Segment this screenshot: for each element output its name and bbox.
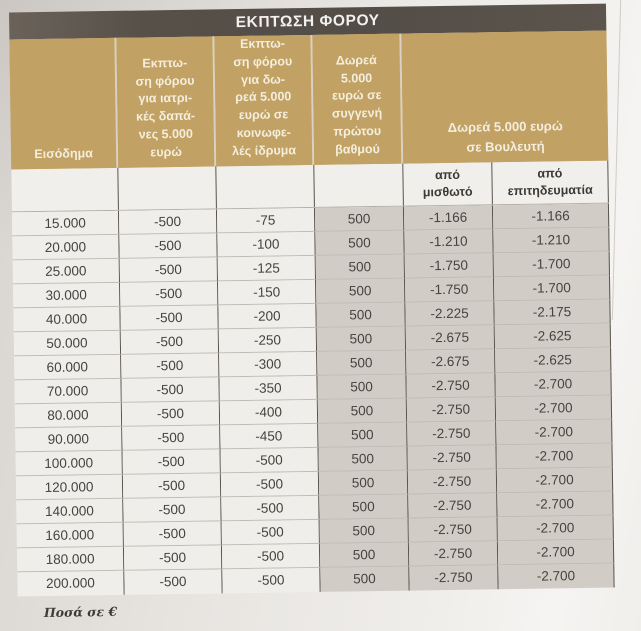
income-cell: 160.000 <box>17 523 124 549</box>
header-mp-donation-group: Δωρεά 5.000 ευρώ σε Βουλευτή <box>401 31 608 164</box>
medical-expense-discount-cell: -500 <box>124 521 222 546</box>
mp-donation-professional-cell: -1.166 <box>493 204 609 230</box>
empty-subheader-cell <box>11 168 119 212</box>
medical-expense-discount-cell: -500 <box>119 209 217 234</box>
relative-donation-cell: 500 <box>320 543 409 568</box>
header-income: Εισόδημα <box>9 38 118 170</box>
subheader-from-salaried: από μισθωτό <box>403 162 493 205</box>
mp-donation-salaried-cell: -1.750 <box>405 277 494 302</box>
income-cell: 200.000 <box>17 571 124 597</box>
income-cell: 40.000 <box>13 307 120 333</box>
charity-donation-discount-cell: -250 <box>219 328 317 353</box>
mp-donation-professional-cell: -2.625 <box>495 348 611 374</box>
income-cell: 140.000 <box>16 499 123 525</box>
relative-donation-cell: 500 <box>318 423 407 448</box>
medical-expense-discount-cell: -500 <box>121 353 219 378</box>
income-cell: 60.000 <box>14 355 121 381</box>
table-body <box>12 204 615 597</box>
empty-subheader-cell <box>314 164 404 207</box>
income-cell: 90.000 <box>15 427 122 453</box>
income-cell: 70.000 <box>14 379 121 405</box>
header-charity-donation-discount: Εκπτω- ση φόρου για δω- ρεά 5.000 ευρώ σε κοινωφε- λές ίδρυμα <box>214 35 314 167</box>
relative-donation-cell: 500 <box>319 471 408 496</box>
relative-donation-cell: 500 <box>316 279 405 304</box>
mp-donation-salaried-cell: -2.750 <box>407 445 496 470</box>
mp-donation-professional-cell: -2.700 <box>498 564 614 590</box>
relative-donation-cell: 500 <box>320 519 409 544</box>
charity-donation-discount-cell: -500 <box>222 568 320 593</box>
medical-expense-discount-cell: -500 <box>123 497 221 522</box>
table-title: ΕΚΠΤΩΣΗ ΦΟΡΟΥ <box>9 4 606 40</box>
relative-donation-cell: 500 <box>316 255 405 280</box>
medical-expense-discount-cell: -500 <box>121 329 219 354</box>
income-cell: 100.000 <box>16 451 123 477</box>
mp-donation-professional-cell: -2.700 <box>496 396 612 422</box>
relative-donation-cell: 500 <box>320 567 409 592</box>
mp-donation-salaried-cell: -1.166 <box>404 205 493 230</box>
medical-expense-discount-cell: -500 <box>120 281 218 306</box>
mp-donation-professional-cell: -2.700 <box>497 492 613 518</box>
medical-expense-discount-cell: -500 <box>122 425 220 450</box>
mp-donation-salaried-cell: -2.750 <box>407 421 496 446</box>
medical-expense-discount-cell: -500 <box>123 473 221 498</box>
relative-donation-cell: 500 <box>319 495 408 520</box>
charity-donation-discount-cell: -500 <box>221 496 319 521</box>
table-header-row <box>9 31 608 170</box>
mp-donation-professional-cell: -2.700 <box>496 444 612 470</box>
mp-donation-professional-cell: -2.700 <box>495 372 611 398</box>
mp-donation-salaried-cell: -2.750 <box>409 541 498 566</box>
subheader-from-professional: από επιτηδευματία <box>492 161 609 205</box>
relative-donation-cell: 500 <box>317 351 406 376</box>
relative-donation-cell: 500 <box>318 447 407 472</box>
empty-subheader-cell <box>118 166 217 209</box>
header-relative-donation: Δωρεά 5.000 ευρώ σε συγγενή πρώτου βαθμού <box>312 34 403 166</box>
charity-donation-discount-cell: -200 <box>218 304 316 329</box>
mp-donation-salaried-cell: -2.750 <box>406 373 495 398</box>
medical-expense-discount-cell: -500 <box>122 401 220 426</box>
income-cell: 30.000 <box>13 283 120 309</box>
income-cell: 180.000 <box>17 547 124 573</box>
mp-donation-professional-cell: -2.700 <box>497 468 613 494</box>
amounts-in-euro-note: Ποσά σε € <box>43 603 118 620</box>
charity-donation-discount-cell: -500 <box>222 520 320 545</box>
mp-donation-professional-cell: -1.210 <box>493 228 609 254</box>
relative-donation-cell: 500 <box>318 399 407 424</box>
charity-donation-discount-cell: -75 <box>217 208 315 233</box>
income-cell: 50.000 <box>14 331 121 357</box>
charity-donation-discount-cell: -100 <box>217 232 315 257</box>
charity-donation-discount-cell: -400 <box>220 400 318 425</box>
relative-donation-cell: 500 <box>316 303 405 328</box>
medical-expense-discount-cell: -500 <box>120 305 218 330</box>
charity-donation-discount-cell: -500 <box>221 448 319 473</box>
mp-donation-professional-cell: -1.700 <box>494 276 610 302</box>
mp-donation-professional-cell: -2.175 <box>494 300 610 326</box>
mp-donation-salaried-cell: -2.225 <box>405 301 494 326</box>
mp-donation-salaried-cell: -1.750 <box>405 253 494 278</box>
mp-donation-salaried-cell: -2.750 <box>409 565 498 590</box>
mp-donation-salaried-cell: -2.750 <box>408 469 497 494</box>
medical-expense-discount-cell: -500 <box>123 449 221 474</box>
mp-donation-salaried-cell: -2.750 <box>407 397 496 422</box>
mp-donation-professional-cell: -2.700 <box>498 516 614 542</box>
tax-discount-table <box>9 4 615 621</box>
mp-donation-professional-cell: -2.700 <box>498 540 614 566</box>
charity-donation-discount-cell: -300 <box>219 352 317 377</box>
income-cell: 20.000 <box>12 235 119 261</box>
income-cell: 80.000 <box>15 403 122 429</box>
relative-donation-cell: 500 <box>315 207 404 232</box>
mp-donation-salaried-cell: -2.750 <box>409 517 498 542</box>
mp-donation-professional-cell: -2.625 <box>495 324 611 350</box>
relative-donation-cell: 500 <box>315 231 404 256</box>
charity-donation-discount-cell: -500 <box>222 544 320 569</box>
relative-donation-cell: 500 <box>317 327 406 352</box>
medical-expense-discount-cell: -500 <box>121 377 219 402</box>
relative-donation-cell: 500 <box>317 375 406 400</box>
header-medical-expense-discount: Εκπτω- ση φόρου για ιατρι- κές δαπά- νες 5.000 ευρώ <box>116 36 216 168</box>
charity-donation-discount-cell: -500 <box>221 472 319 497</box>
income-cell: 25.000 <box>13 259 120 285</box>
mp-donation-salaried-cell: -2.675 <box>406 325 495 350</box>
charity-donation-discount-cell: -350 <box>219 376 317 401</box>
medical-expense-discount-cell: -500 <box>124 545 222 570</box>
mp-donation-salaried-cell: -2.675 <box>406 349 495 374</box>
mp-donation-professional-cell: -1.700 <box>494 252 610 278</box>
medical-expense-discount-cell: -500 <box>120 257 218 282</box>
mp-donation-professional-cell: -2.700 <box>496 420 612 446</box>
charity-donation-discount-cell: -125 <box>218 256 316 281</box>
empty-subheader-cell <box>216 165 315 208</box>
income-cell: 120.000 <box>16 475 123 501</box>
medical-expense-discount-cell: -500 <box>119 233 217 258</box>
income-cell: 15.000 <box>12 211 119 237</box>
paper-edge <box>612 0 621 320</box>
medical-expense-discount-cell: -500 <box>124 569 222 594</box>
charity-donation-discount-cell: -150 <box>218 280 316 305</box>
mp-donation-salaried-cell: -1.210 <box>404 229 493 254</box>
mp-donation-salaried-cell: -2.750 <box>408 493 497 518</box>
charity-donation-discount-cell: -450 <box>220 424 318 449</box>
